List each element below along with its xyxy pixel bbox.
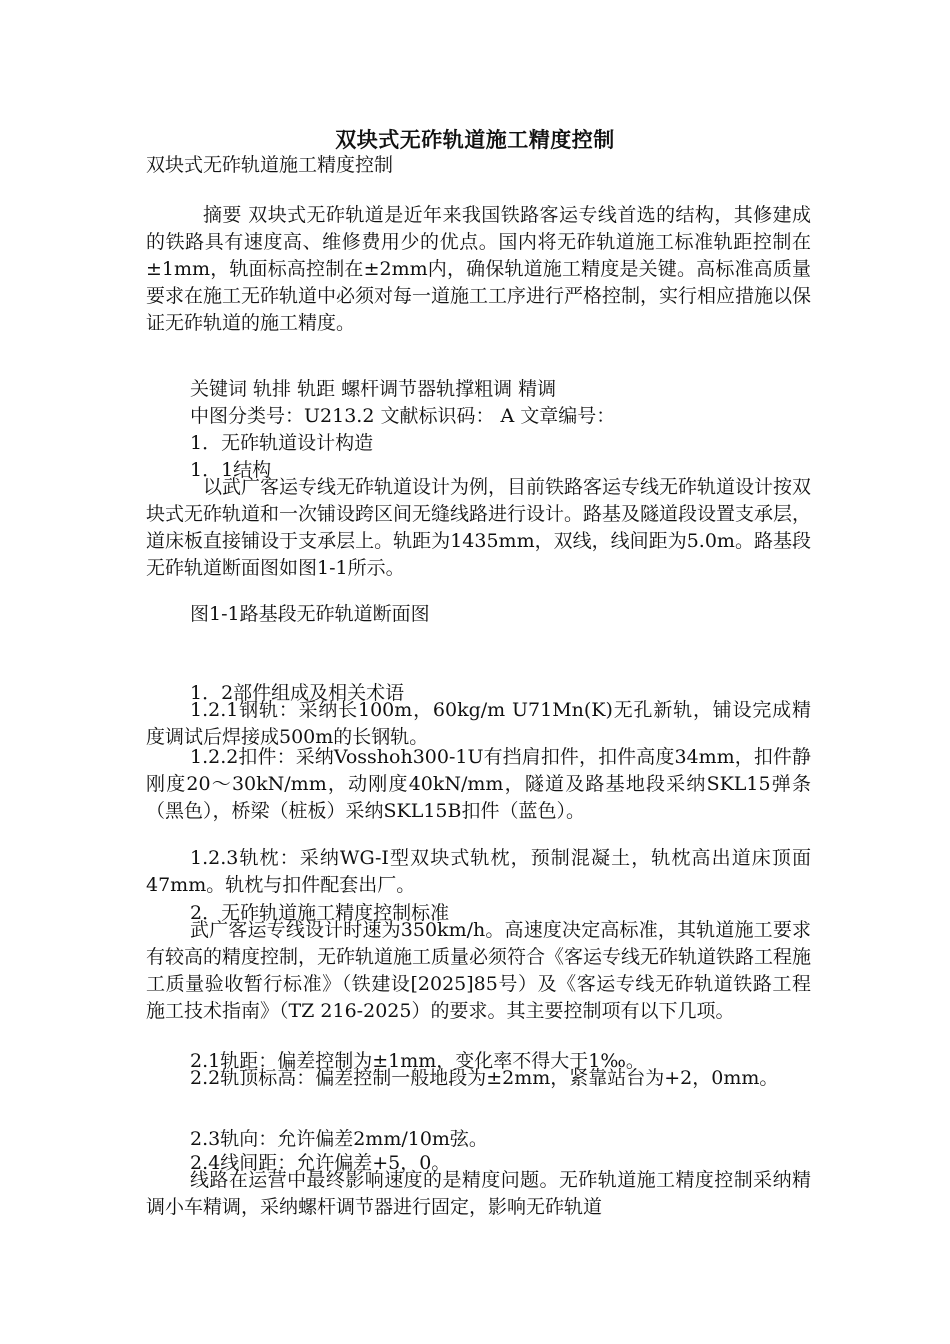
section-2-body: 武广客运专线设计时速为350km/h。高速度决定高标准，其轨道施工要求有较高的精度控制，无砟轨道施工质量必须符合《客运专线无砟轨道铁路工程施工质量验收暂行标准》（铁建设[2025]85号）及《客运专线无砟轨道铁路工程施工技术指南》（TZ 216-2025）的要求。其主要控制项有以下几项。 [146, 919, 812, 1022]
section-1-2-heading: 1．2部件组成及相关术语 [190, 682, 405, 704]
item-2-4: 2.4线间距：允许偏差+5，0。 [190, 1152, 451, 1174]
figure-caption: 图1-1路基段无砟轨道断面图 [190, 603, 430, 625]
section-1-1-heading: 1．1结构 [190, 459, 272, 481]
item-1-2-1: 1.2.1钢轨：采纳长100m，60kg/m U71Mn(K)无孔新轨，铺设完成精度调试后焊接成500m的长钢轨。 [146, 699, 811, 748]
keywords-line: 关键词 轨排 轨距 螺杆调节器轨撑粗调 精调 [190, 378, 557, 400]
item-2-3: 2.3轨向：允许偏差2mm/10m弦。 [190, 1128, 488, 1150]
section-1-1-body: 以武广客运专线无砟轨道设计为例，目前铁路客运专线无砟轨道设计按双块式无砟轨道和一次铺设跨区间无缝线路进行设计。路基及隧道段设置支承层，道床板直接铺设于支承层上。轨距为1435mm，双线，线间距为5.0m。路基段无砟轨道断面图如图1-1所示。 [146, 476, 812, 579]
document-title: 双块式无砟轨道施工精度控制 [335, 127, 615, 152]
item-2-1: 2.1轨距：偏差控制为±1mm，变化率不得大于1‰。 [190, 1050, 645, 1072]
abstract-paragraph: 摘要 双块式无砟轨道是近年来我国铁路客运专线首选的结构，其修建成的铁路具有速度高、维修费用少的优点。国内将无砟轨道施工标准轨距控制在±1mm，轨面标高控制在±2mm内，确保轨道施工精度是关键。高标准高质量要求在施工无砟轨道中必须对每一道施工工序进行严格控制，实行相应措施以保证无砟轨道的施工精度。 [146, 204, 812, 334]
classification-line: 中图分类号：U213.2 文献标识码： A 文章编号： [190, 405, 616, 427]
item-1-2-2: 1.2.2扣件：采纳Vosshoh300-1U有挡肩扣件，扣件高度34mm，扣件静刚度20～30kN/mm，动刚度40kN/mm，隧道及路基地段采纳SKL15弹条（黑色），桥梁（桩板）采纳SKL15B扣件（蓝色）。 [146, 746, 811, 822]
item-2-2: 2.2轨顶标高：偏差控制一般地段为±2mm，紧靠站台为+2，0mm。 [190, 1067, 779, 1089]
section-1-heading: 1．无砟轨道设计构造 [190, 432, 374, 454]
closing-paragraph: 线路在运营中最终影响速度的是精度问题。无砟轨道施工精度控制采纳精调小车精调，采纳螺杆调节器进行固定，影响无砟轨道 [146, 1169, 811, 1218]
document-subtitle: 双块式无砟轨道施工精度控制 [146, 154, 394, 176]
section-2-heading: 2．无砟轨道施工精度控制标准 [190, 902, 450, 924]
item-1-2-3: 1.2.3轨枕：采纳WG-I型双块式轨枕，预制混凝土，轨枕高出道床顶面47mm。轨枕与扣件配套出厂。 [146, 847, 811, 896]
